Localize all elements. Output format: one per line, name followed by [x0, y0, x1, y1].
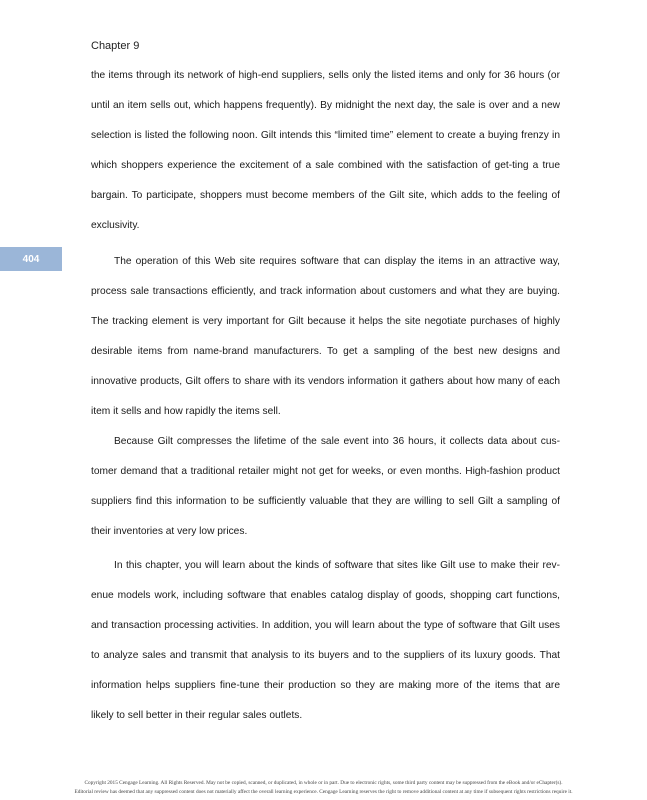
paragraph-software-requirements: The operation of this Web site requires software that can display the items in an attractive way, process sale transactions efficiently, and track information about customers and what they are buying. The tracking element is very important for Gilt because it helps the site negotiate purchases of highly desirable items from name-brand manufacturers. To get a sampling of the best new designs and innovative products, Gilt offers to share with its vendors information it gathers about how many of each item it sells and how rapidly the items sell.: [91, 256, 560, 417]
page-number-tab: [0, 247, 62, 271]
paragraph-continued: the items through its network of high-end suppliers, sells only the listed items and only for 36 hours (or until an item sells out, which happens frequently). By midnight the next day, the sale is over and a new selection is listed the following noon. Gilt intends this “limited time” element to create a buying frenzy in which shoppers experience the excitement of a sale combined with the satisfaction of get-ting a true bargain. To participate, shoppers must become members of the Gilt site, which adds to the feeling of exclusivity.: [91, 70, 560, 231]
chapter-header: Chapter 9: [91, 40, 140, 52]
page-number: 404: [22, 253, 40, 265]
copyright-notice: Copyright 2015 Cengage Learning. All Rights Reserved. May not be copied, scanned, or duplicated, in whole or in part. Due to electronic rights, some third party content may be suppressed from the eBook and/or eChapter(s).: [84, 780, 563, 786]
editorial-notice: Editorial review has deemed that any suppressed content does not materially affect the overall learning experience. Cengage Learning reserves the right to remove additional content at any time if subsequent rights restrictions require it.: [74, 789, 573, 795]
paragraph-chapter-overview: In this chapter, you will learn about the kinds of software that sites like Gilt use to make their rev-enue models work, including software that enables catalog display of goods, shopping cart functions, and transaction processing activities. In addition, you will learn about the type of software that Gilt uses to analyze sales and transmit that analysis to its buyers and to the suppliers of its luxury goods. That information helps suppliers fine-tune their production so they are making more of the items that are likely to sell better in their regular sales outlets.: [91, 560, 560, 721]
paragraph-demand-data: Because Gilt compresses the lifetime of the sale event into 36 hours, it collects data about cus-tomer demand that a traditional retailer might not get for weeks, or even months. High-fashion product suppliers find this information to be sufficiently valuable that they are willing to sell Gilt a sampling of their inventories at very low prices.: [91, 436, 560, 537]
